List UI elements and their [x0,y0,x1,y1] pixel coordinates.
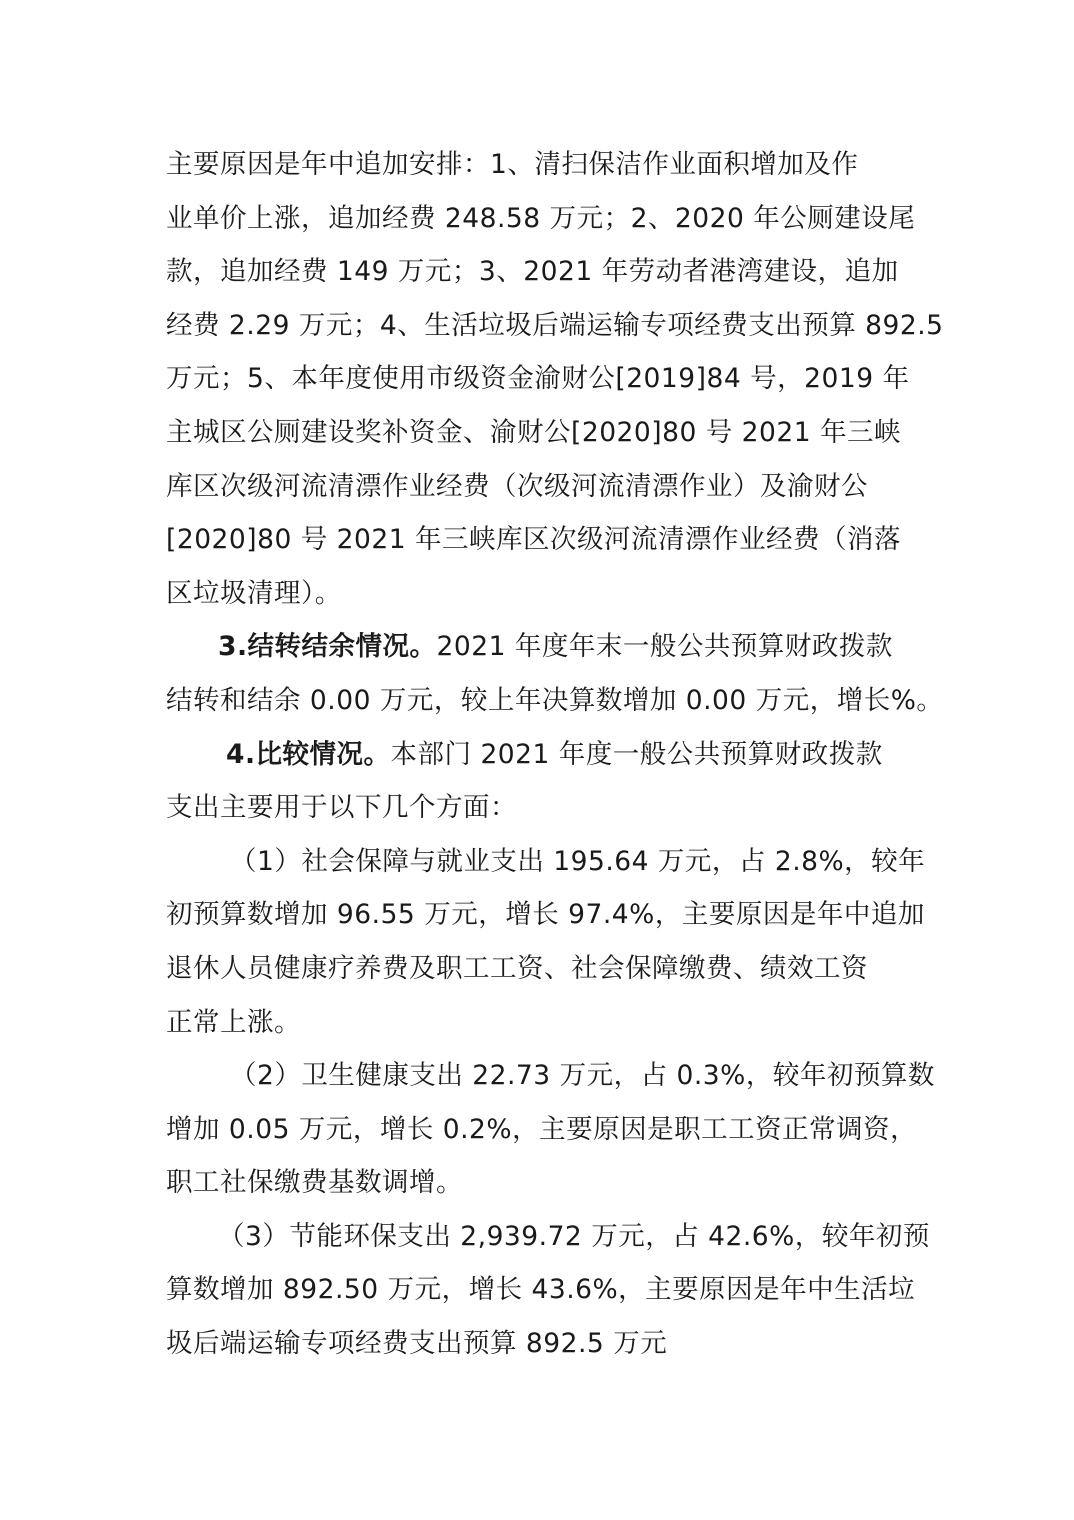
text-line: （2）卫生健康支出 22.73 万元，占 0.3%，较年初预算数 [230,1060,935,1092]
text-line: 增加 0.05 万元，增长 0.2%，主要原因是职工工资正常调资， [166,1113,918,1145]
text-line [166,620,910,674]
text-line: （3）节能环保支出 2,939.72 万元，占 42.6%，较年初预 [218,1220,930,1252]
text-line [166,728,910,782]
body-text [166,138,944,1371]
text-line: 圾后端运输专项经费支出预算 892.5 万元 [166,1328,668,1360]
text-line: 主要原因是年中追加安排：1、清扫保洁作业面积增加及作 [166,149,859,180]
paragraph-health [166,1049,935,1210]
text-line: 正常上涨。 [166,1006,301,1038]
text-line: 退休人员健康疗养费及职工工资、社会保障缴费、绩效工资 [166,952,868,984]
text-line: 支出主要用于以下几个方面： [166,792,517,824]
paragraph-environment [166,1210,930,1371]
text-line: 经费 2.29 万元；4、生活垃圾后端运输专项经费支出预算 892.5 [166,309,944,341]
text-run: 2021 年度年末一般公共预算财政拨款 [436,631,893,663]
text-line: （1）社会保障与就业支出 195.64 万元，占 2.8%，较年 [230,845,926,877]
text-line: [2020]80 号 2021 年三峡库区次级河流清漂作业经费（消落 [166,524,902,556]
text-line: 算数增加 892.50 万元，增长 43.6%，主要原因是年中生活垃 [166,1274,916,1306]
text-line: 库区次级河流清漂作业经费（次级河流清漂作业）及渝财公 [166,470,868,502]
paragraph-main-reasons [166,138,944,620]
text-line: 款，追加经费 149 万元；3、2021 年劳动者港湾建设，追加 [166,256,899,288]
text-line: 初预算数增加 96.55 万元，增长 97.4%，主要原因是年中追加 [166,899,925,931]
text-run: 本部门 2021 年度一般公共预算财政拨款 [390,738,883,770]
paragraph-social-security [166,835,926,1049]
text-line: 万元；5、本年度使用市级资金渝财公[2019]84 号，2019 年 [166,363,910,395]
text-line: 主城区公厕建设奖补资金、渝财公[2020]80 号 2021 年三峡 [166,416,902,448]
text-line: 结转和结余 0.00 万元，较上年决算数增加 0.00 万元，增长%。 [166,684,944,716]
text-line: 业单价上涨，追加经费 248.58 万元；2、2020 年公厕建设尾 [166,202,916,234]
text-line: 职工社保缴费基数调增。 [166,1167,463,1199]
paragraph-carryover [166,620,944,727]
section-heading-comparison: 4.比较情况。 [226,738,391,770]
text-line: 区垃圾清理）。 [166,577,342,609]
section-heading-carryover: 3.结转结余情况。 [218,631,437,663]
paragraph-comparison [166,728,910,835]
